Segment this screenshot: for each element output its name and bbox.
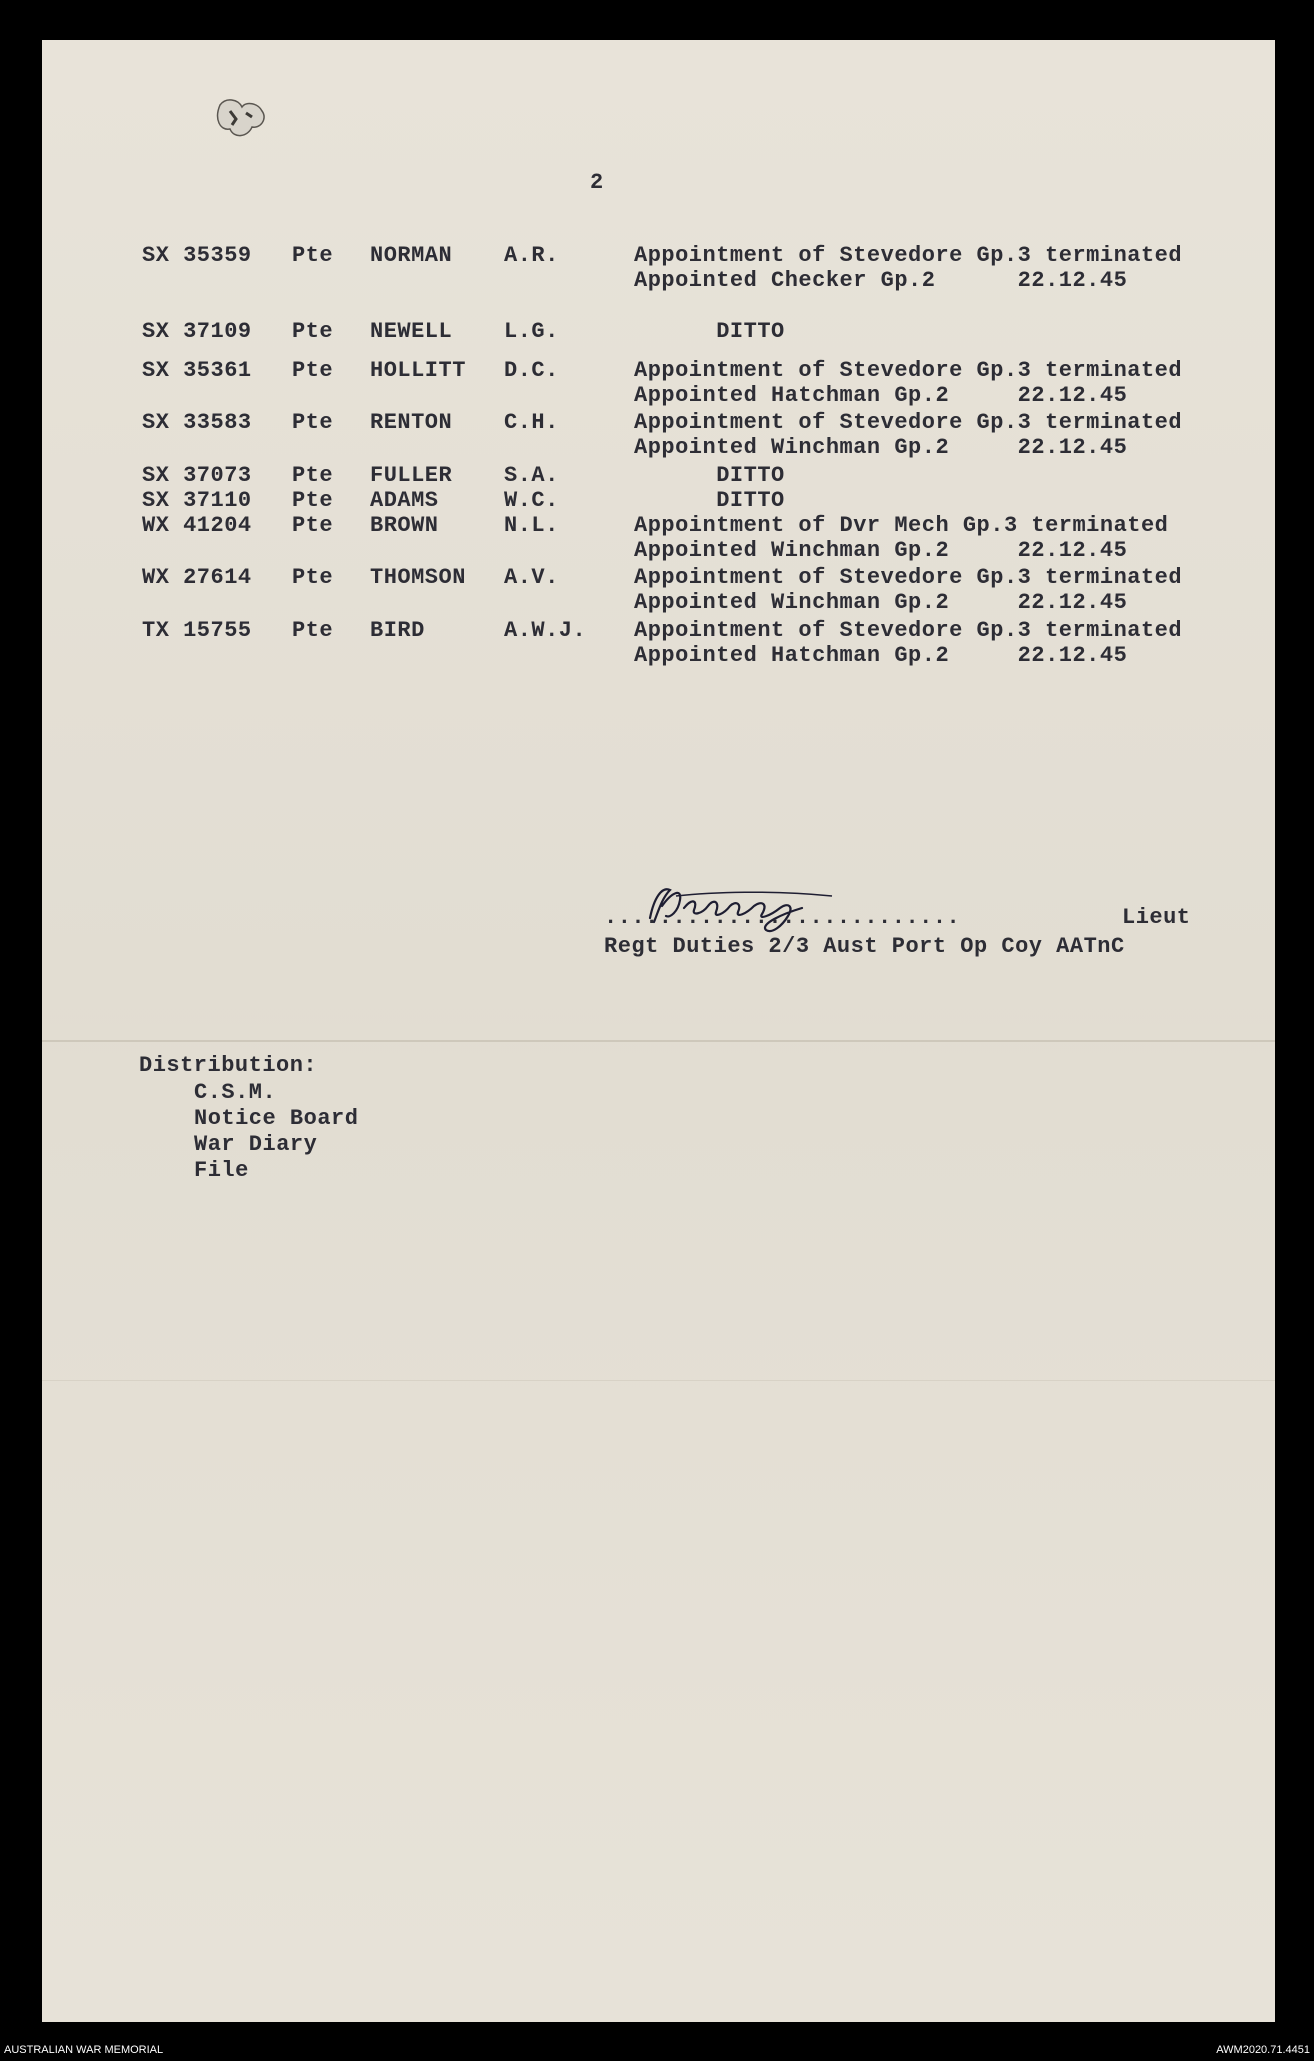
rank: Pte (292, 513, 334, 538)
surname: THOMSON (370, 565, 466, 590)
rank: Pte (292, 488, 334, 513)
rank: Pte (292, 358, 334, 383)
distribution-heading: Distribution: (139, 1053, 318, 1078)
surname: HOLLITT (370, 358, 466, 383)
distribution-item: Notice Board (194, 1106, 359, 1131)
appointment-line-2: Appointed Winchman Gp.2 22.12.45 (634, 538, 1128, 563)
service-number: SX 35359 (142, 243, 252, 268)
appointment-line-1: DITTO (634, 488, 785, 513)
service-number: SX 37109 (142, 319, 252, 344)
distribution-item: War Diary (194, 1132, 318, 1157)
paper-crease-line (42, 1380, 1275, 1381)
appointment-line-1: Appointment of Stevedore Gp.3 terminated (634, 565, 1183, 590)
appointment-line-2: Appointed Checker Gp.2 22.12.45 (634, 268, 1128, 293)
appointment-line-1: DITTO (634, 319, 785, 344)
service-number: SX 37110 (142, 488, 252, 513)
initials: A.R. (504, 243, 559, 268)
service-number: SX 35361 (142, 358, 252, 383)
appointment-line-1: Appointment of Stevedore Gp.3 terminated (634, 618, 1183, 643)
page-number: 2 (590, 170, 604, 195)
footer-accession-number: AWM2020.71.4451 (1216, 2044, 1310, 2056)
surname: RENTON (370, 410, 453, 435)
appointment-line-1: Appointment of Stevedore Gp.3 terminated (634, 410, 1183, 435)
rank: Pte (292, 243, 334, 268)
distribution-item: File (194, 1158, 249, 1183)
surname: BROWN (370, 513, 439, 538)
rank: Pte (292, 618, 334, 643)
initials: S.A. (504, 463, 559, 488)
paper-fold-line (42, 1040, 1275, 1042)
initials: W.C. (504, 488, 559, 513)
service-number: WX 41204 (142, 513, 252, 538)
appointment-line-1: DITTO (634, 463, 785, 488)
rank: Pte (292, 410, 334, 435)
appointment-line-2: Appointed Hatchman Gp.2 22.12.45 (634, 643, 1128, 668)
appointment-line-2: Appointed Winchman Gp.2 22.12.45 (634, 590, 1128, 615)
surname: NEWELL (370, 319, 453, 344)
footer-institution: AUSTRALIAN WAR MEMORIAL (4, 2044, 164, 2056)
appointment-line-2: Appointed Winchman Gp.2 22.12.45 (634, 435, 1128, 460)
signatory-rank: Lieut (1122, 905, 1191, 930)
rank: Pte (292, 319, 334, 344)
archive-footer (0, 2040, 1314, 2061)
document-page (42, 40, 1275, 2022)
surname: ADAMS (370, 488, 439, 513)
surname: FULLER (370, 463, 453, 488)
signatory-unit: Regt Duties 2/3 Aust Port Op Coy AATnC (604, 934, 1125, 959)
rank: Pte (292, 565, 334, 590)
punch-hole-mark (212, 95, 272, 143)
service-number: TX 15755 (142, 618, 252, 643)
initials: A.V. (504, 565, 559, 590)
appointment-line-1: Appointment of Stevedore Gp.3 terminated (634, 358, 1183, 383)
distribution-item: C.S.M. (194, 1080, 277, 1105)
appointment-line-1: Appointment of Stevedore Gp.3 terminated (634, 243, 1183, 268)
service-number: WX 27614 (142, 565, 252, 590)
initials: C.H. (504, 410, 559, 435)
service-number: SX 33583 (142, 410, 252, 435)
appointment-line-2: Appointed Hatchman Gp.2 22.12.45 (634, 383, 1128, 408)
service-number: SX 37073 (142, 463, 252, 488)
surname: BIRD (370, 618, 425, 643)
initials: A.W.J. (504, 618, 587, 643)
surname: NORMAN (370, 243, 453, 268)
initials: D.C. (504, 358, 559, 383)
appointment-line-1: Appointment of Dvr Mech Gp.3 terminated (634, 513, 1169, 538)
initials: L.G. (504, 319, 559, 344)
initials: N.L. (504, 513, 559, 538)
signature-dotted-line: .......................... (604, 905, 961, 930)
rank: Pte (292, 463, 334, 488)
